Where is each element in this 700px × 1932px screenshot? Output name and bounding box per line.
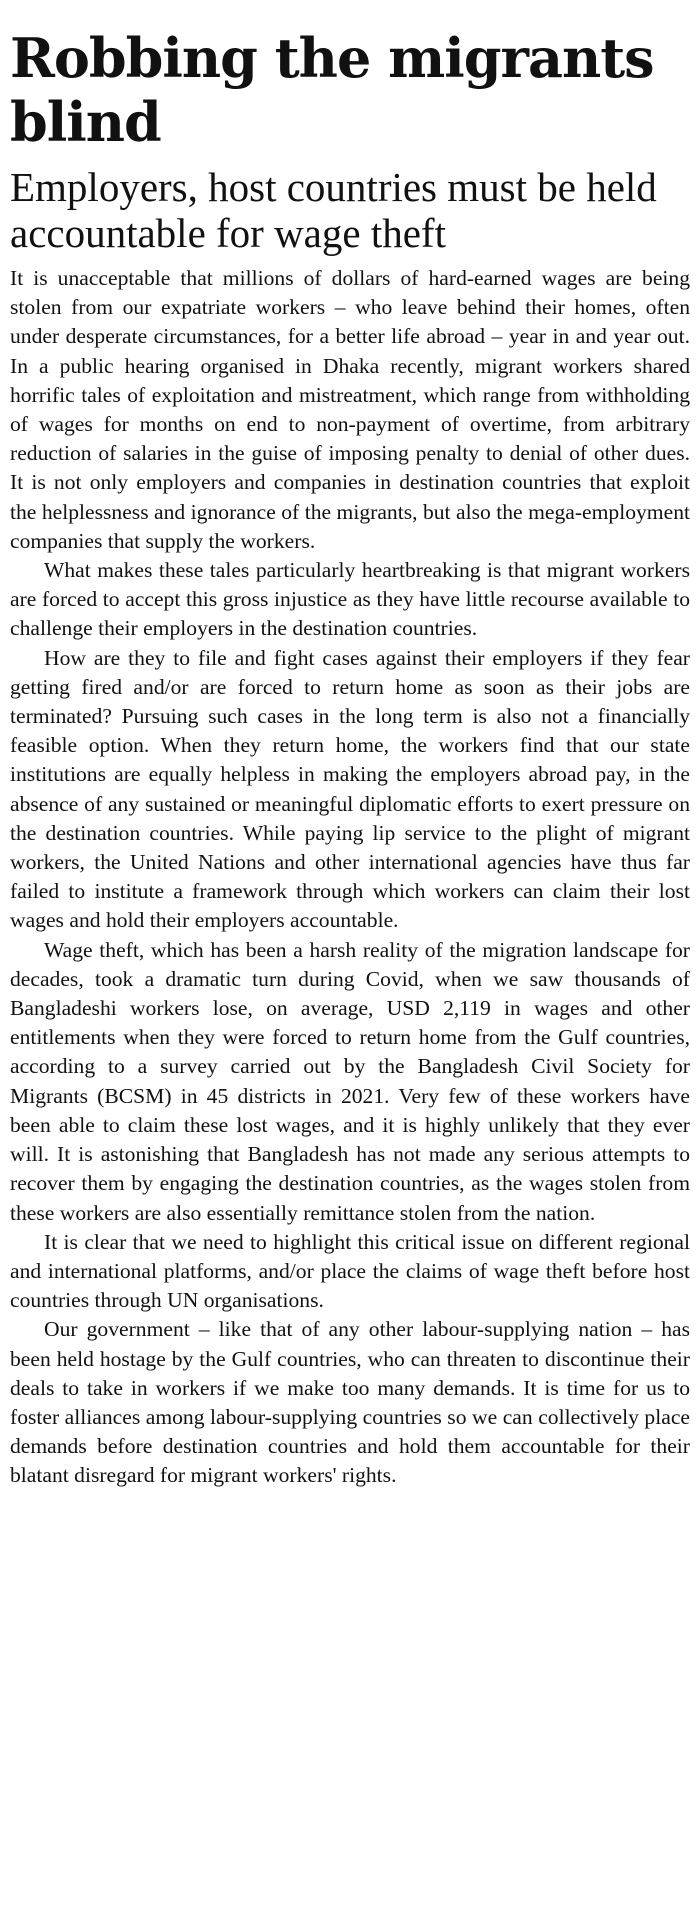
paragraph: What makes these tales particularly heartbreaking is that migrant workers are forced to accept this gross injustice as they have little recourse available to challenge their employers in the destination countries. (10, 558, 690, 641)
paragraph: How are they to file and fight cases against their employers if they fear getting fired and/or are forced to return home as soon as their jobs are terminated? Pursuing such cases in the long term is also not a financially feasible option. When they return home, the workers find that our state institutions are equally helpless in making the employers abroad pay, in the absence of any sustained or meaningful diplomatic efforts to exert pressure on the destination countries. While paying lip service to the plight of migrant workers, the United Nations and other international agencies have thus far failed to institute a framework through which workers can claim their lost wages and hold their employers accountable. (10, 645, 690, 933)
subheadline: Employers, host countries must be held accountable for wage theft (10, 164, 657, 256)
headline: Robbing the migrants blind (10, 26, 654, 154)
article-body (10, 264, 690, 1491)
paragraph: Our government – like that of any other labour-supplying nation – has been held hostage by the Gulf countries, who can threaten to discontinue their deals to take in workers if we make too many demands. It is time for us to foster alliances among labour-supplying countries so we can collectively place demands before destination countries and hold them accountable for their blatant disregard for migrant workers' rights. (10, 1317, 690, 1488)
paragraph: It is unacceptable that millions of dollars of hard-earned wages are being stolen from our expatriate workers – who leave behind their homes, often under desperate circumstances, for a better life abroad – year in and year out. In a public hearing organised in Dhaka recently, migrant workers shared horrific tales of exploitation and mistreatment, which range from withholding of wages for months on end to non-payment of overtime, from arbitrary reduction of salaries in the guise of imposing penalty to denial of other dues. It is not only employers and companies in destination countries that exploit the helplessness and ignorance of the migrants, but also the mega-employment companies that supply the workers. (10, 266, 690, 553)
paragraph: It is clear that we need to highlight this critical issue on different regional and international platforms, and/or place the claims of wage theft before host countries through UN organisations. (10, 1229, 690, 1313)
paragraph: Wage theft, which has been a harsh reality of the migration landscape for decades, took a dramatic turn during Covid, when we saw thousands of Bangladeshi workers lose, on average, USD 2,119 in wages and other entitlements when they were forced to return home from the Gulf countries, according to a survey carried out by the Bangladesh Civil Society for Migrants (BCSM) in 45 districts in 2021. Very few of these workers have been able to claim these lost wages, and it is highly unlikely that they ever will. It is astonishing that Bangladesh has not made any serious attempts to recover them by engaging the destination countries, as the wages stolen from these workers are also essentially remittance stolen from the nation. (10, 937, 690, 1225)
